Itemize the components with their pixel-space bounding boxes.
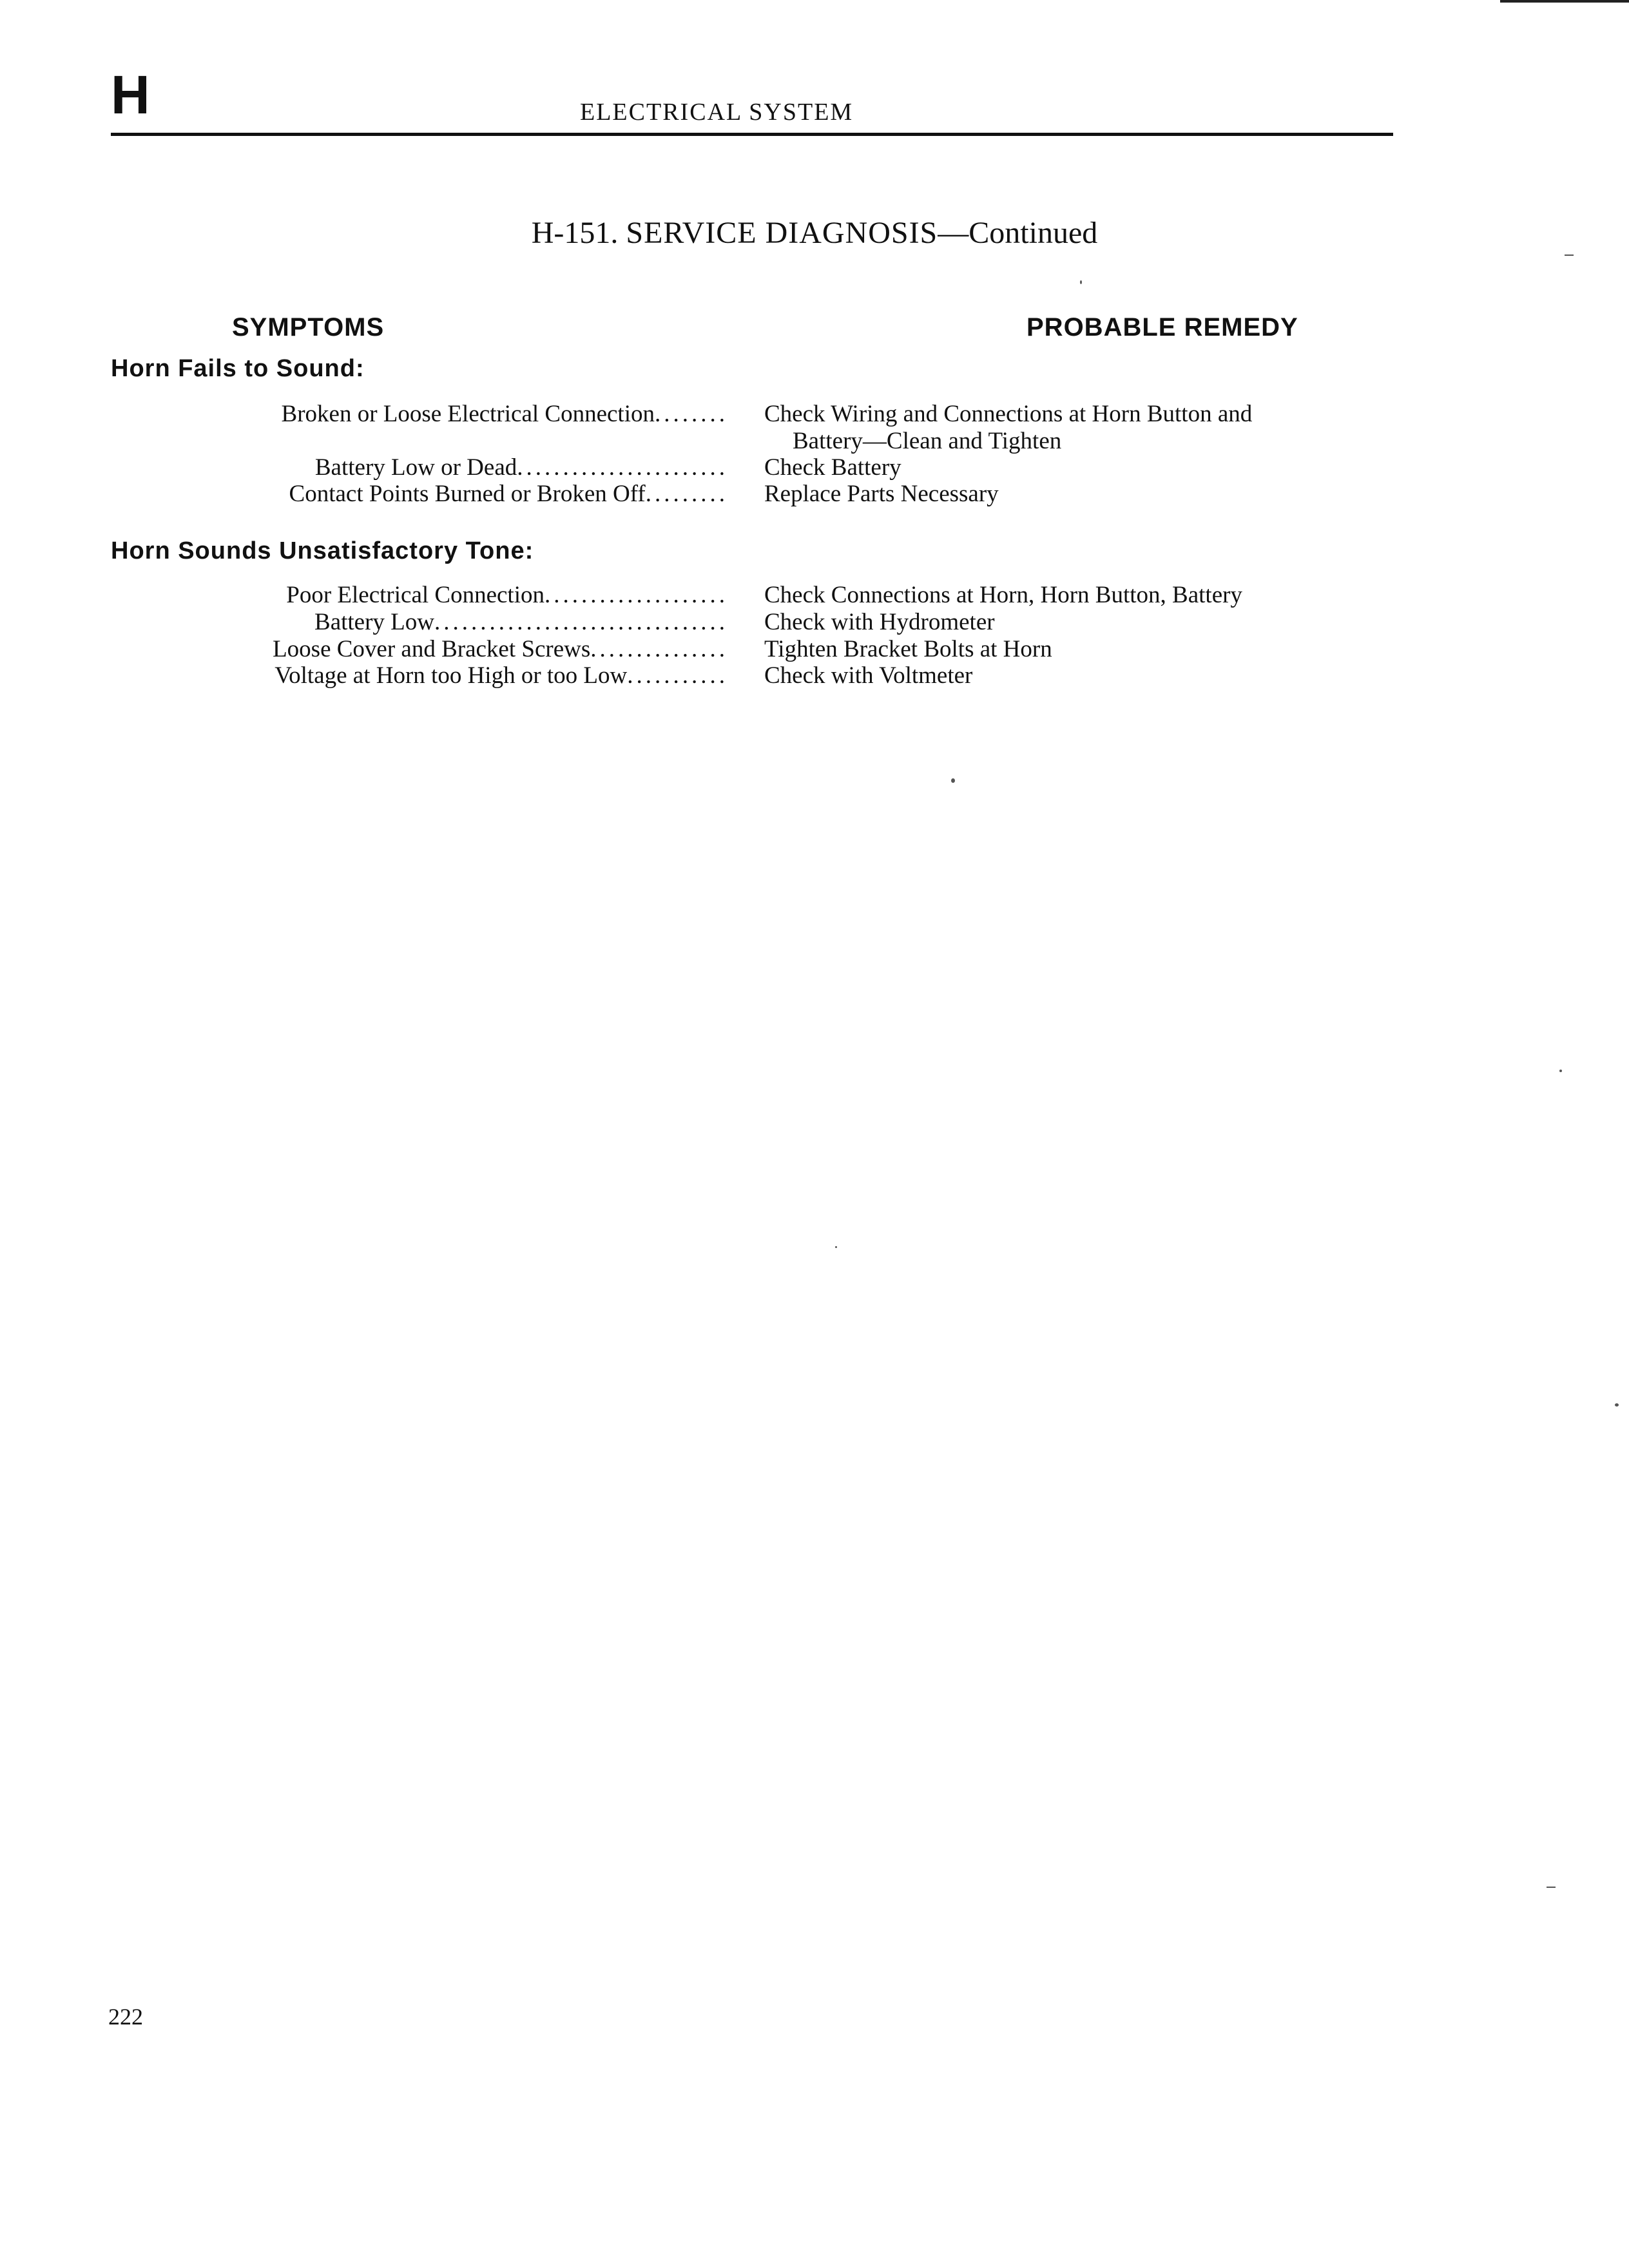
header-rule [111, 133, 1393, 136]
table-row [0, 401, 1629, 428]
symptom-text: Loose Cover and Bracket Screws............... [273, 636, 728, 662]
table-row [0, 582, 1629, 609]
scan-speck [1565, 255, 1574, 256]
remedy-text: Check with Voltmeter [764, 662, 973, 689]
leader-dots: ............... [590, 636, 728, 662]
symptom-text: Battery Low or Dead....................... [314, 454, 728, 481]
column-header-symptoms: SYMPTOMS [232, 313, 385, 341]
symptom-text: Broken or Loose Electrical Connection........ [281, 401, 728, 427]
scan-speck [951, 778, 955, 783]
leader-dots: ......... [645, 481, 728, 507]
running-header: ELECTRICAL SYSTEM [580, 99, 854, 126]
scan-speck [835, 1246, 837, 1248]
scan-speck [1080, 280, 1082, 284]
section-title-suffix: —Continued [938, 216, 1098, 250]
page-number: 222 [108, 2004, 143, 2030]
section-title [0, 218, 1629, 249]
remedy-text-continuation: Battery—Clean and Tighten [793, 428, 1062, 454]
scan-speck [1547, 1887, 1556, 1888]
remedy-text: Check Battery [764, 454, 901, 481]
symptom-text: Poor Electrical Connection.................... [286, 582, 728, 608]
symptom-text: Battery Low................................ [314, 609, 728, 635]
table-row [0, 454, 1629, 481]
remedy-text: Tighten Bracket Bolts at Horn [764, 636, 1052, 662]
table-row [0, 481, 1629, 508]
table-row [0, 636, 1629, 663]
leader-dots: ........ [655, 401, 728, 427]
group-title-horn-fails: Horn Fails to Sound: [111, 355, 365, 382]
remedy-text: Check with Hydrometer [764, 609, 995, 635]
symptom-text: Contact Points Burned or Broken Off......... [289, 481, 728, 507]
scan-edge-line [1500, 0, 1629, 3]
leader-dots: ....................... [517, 454, 728, 481]
remedy-text: Replace Parts Necessary [764, 481, 999, 507]
section-number: H-151. [531, 216, 619, 250]
table-row [0, 609, 1629, 636]
group-title-unsatisfactory-tone: Horn Sounds Unsatisfactory Tone: [111, 537, 534, 564]
leader-dots: .................... [545, 582, 728, 608]
table-row [0, 662, 1629, 689]
section-letter: H [111, 64, 150, 125]
section-title-text: SERVICE DIAGNOSIS [626, 216, 938, 250]
leader-dots: ........... [627, 662, 728, 689]
leader-dots: ................................ [434, 609, 728, 635]
remedy-text: Check Wiring and Connections at Horn Button and [764, 401, 1253, 427]
column-header-remedy: PROBABLE REMEDY [1027, 313, 1298, 341]
scan-speck [1559, 1070, 1562, 1072]
scan-speck [1615, 1403, 1619, 1407]
remedy-text: Check Connections at Horn, Horn Button, Battery [764, 582, 1242, 608]
symptom-text: Voltage at Horn too High or too Low........... [275, 662, 728, 689]
